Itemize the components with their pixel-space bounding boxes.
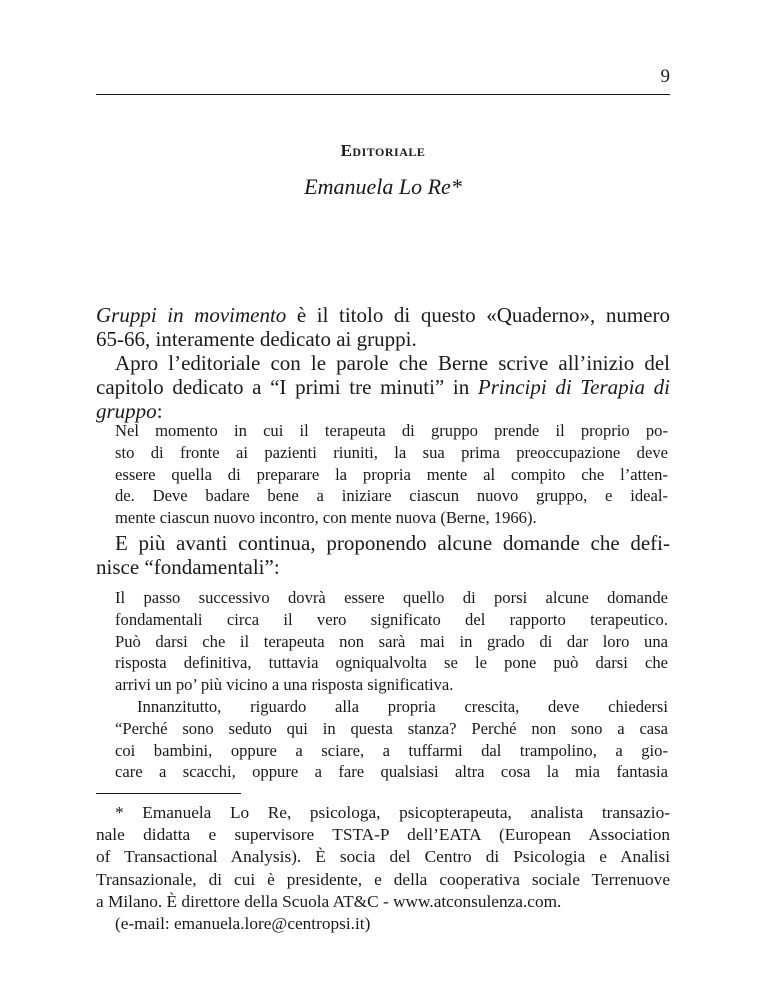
page-number: 9 xyxy=(660,66,670,87)
quote-line: Innanzitutto, riguardo alla propria crescita, deve chiedersi xyxy=(137,696,668,716)
author-name: Emanuela Lo Re* xyxy=(304,174,462,199)
body-line: Gruppi in movimento è il titolo di questo «Quaderno», numero xyxy=(96,303,670,327)
quote-line: Il passo successivo dovrà essere quello di porsi alcune domande xyxy=(115,588,668,607)
italic-book-title: gruppo xyxy=(96,399,157,423)
footnote xyxy=(96,802,670,935)
footnote-line: * Emanuela Lo Re, psicologa, psicopterapeuta, analista transazio- xyxy=(115,803,670,822)
body-line: 65-66, interamente dedicato ai gruppi. xyxy=(96,327,417,351)
header-rule xyxy=(96,94,670,95)
footnote-line: Transazionale, di cui è presidente, e della cooperativa sociale Terrenuove xyxy=(96,869,670,889)
footnote-line: of Transactional Analysis). È socia del Centro di Psicologia e Analisi xyxy=(96,847,670,867)
quote-line: essere quella di preparare la propria mente al compito che l’atten- xyxy=(115,464,668,484)
body-line: capitolo dedicato a “I primi tre minuti” in Principi di Terapia di xyxy=(96,375,670,399)
quote-line: risposta definitiva, tuttavia ogniqualvolta se le pone può darsi che xyxy=(115,653,668,673)
quote-line: mente ciascun nuovo incontro, con mente nuova (Berne, 1966). xyxy=(115,508,537,528)
quote-line: care a scacchi, oppure a fare qualsiasi altra cosa la mia fantasia xyxy=(115,762,668,782)
italic-title: Gruppi in movimento xyxy=(96,303,287,327)
quote-line: “Perché sono seduto qui in questa stanza? Perché non sono a casa xyxy=(115,718,668,738)
body-line: Apro l’editoriale con le parole che Berne scrive all’inizio del xyxy=(115,351,670,375)
body-line: E più avanti continua, proponendo alcune domande che defi- xyxy=(115,531,670,555)
section-title: Editoriale xyxy=(340,141,426,160)
footnote-rule xyxy=(96,793,241,794)
body-line: nisce “fondamentali”: xyxy=(96,555,280,579)
body-line: gruppo: xyxy=(96,399,163,423)
footnote-line: nale didatta e supervisore TSTA-P dell’EATA (European Association xyxy=(96,825,670,845)
block-quote-2 xyxy=(115,587,668,783)
intro-paragraphs xyxy=(96,303,670,423)
quote-line: de. Deve badare bene a iniziare ciascun nuovo gruppo, e ideal- xyxy=(115,486,668,506)
block-quote-1 xyxy=(115,420,668,529)
quote-line: arrivi un po’ più vicino a una risposta significativa. xyxy=(115,675,454,695)
footnote-line: a Milano. È direttore della Scuola AT&C - www.atconsulenza.com. xyxy=(96,891,562,911)
quote-line: sto di fronte ai pazienti riuniti, la sua prima preoccupazione deve xyxy=(115,442,668,462)
quote-line: coi bambini, oppure a sciare, a tuffarmi dal trampolino, a gio- xyxy=(115,740,668,760)
quote-line: Può darsi che il terapeuta non sarà mai in grado di dar loro una xyxy=(115,631,668,651)
quote-line: Nel momento in cui il terapeuta di gruppo prende il proprio po- xyxy=(115,421,668,440)
paragraph-3 xyxy=(96,531,670,579)
italic-book-title: Principi di Terapia di xyxy=(477,375,670,399)
quote-line: fondamentali circa il vero significato del rapporto terapeutico. xyxy=(115,609,668,629)
footnote-line: (e-mail: emanuela.lore@centropsi.it) xyxy=(115,914,371,934)
